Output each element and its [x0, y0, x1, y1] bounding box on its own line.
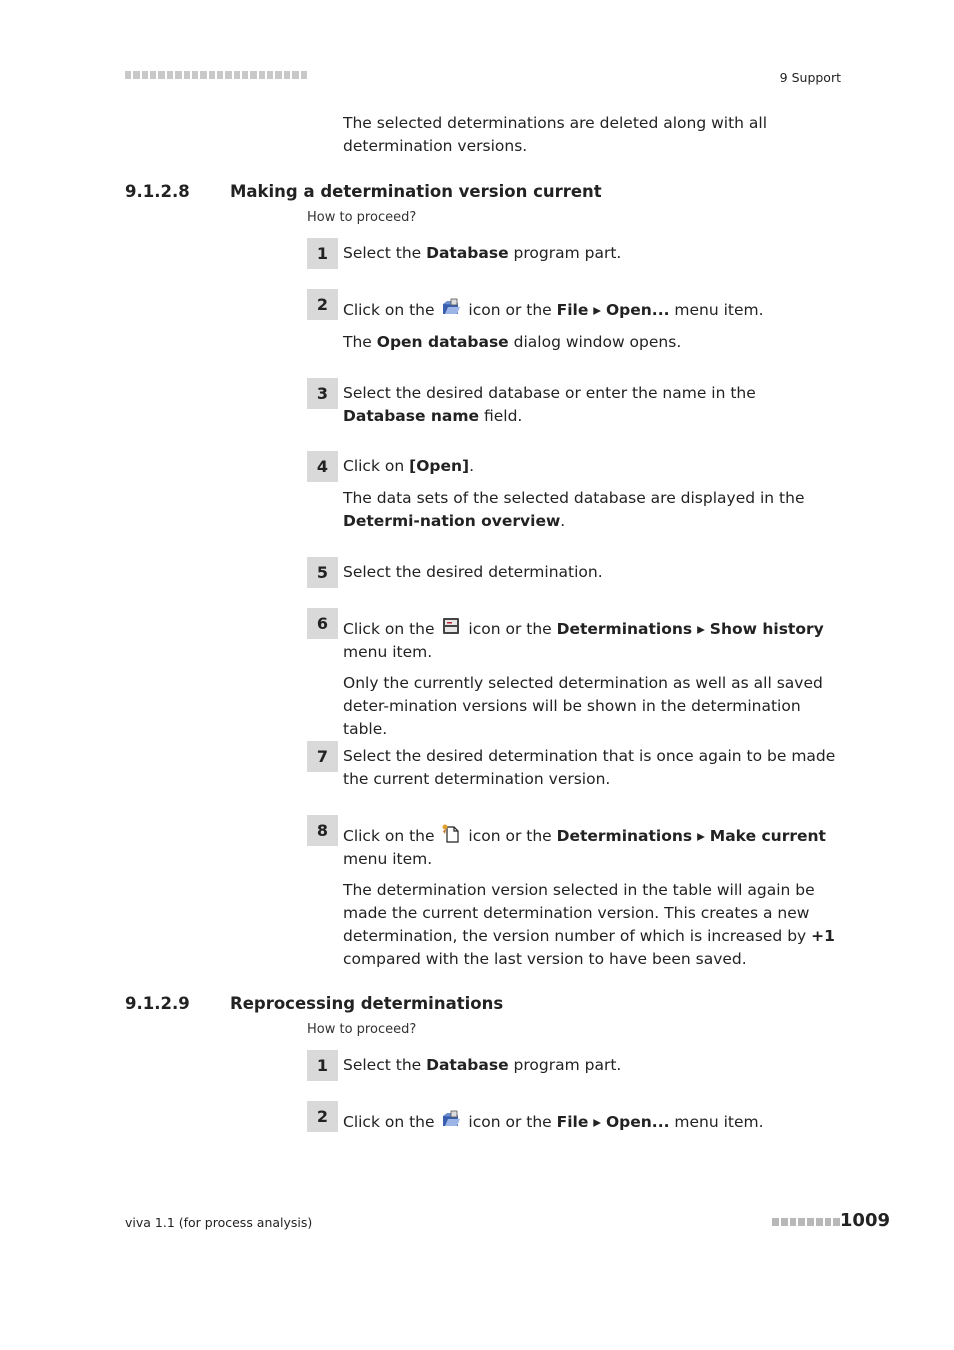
step-number: 5	[307, 557, 338, 588]
intro-text: The selected determinations are deleted along with all determination versions.	[343, 114, 768, 155]
step-text: Click on the icon or the Determinations ▸ Show history menu item.	[343, 616, 843, 664]
step-number: 1	[307, 238, 338, 269]
section-title: Making a determination version current	[230, 182, 602, 201]
step-number: 4	[307, 451, 338, 482]
step-text: Click on the icon or the Determinations ▸ Make current menu item.	[343, 823, 843, 871]
step-result: Only the currently selected determination as well as all saved deter-mination versions will be shown in the determination table.	[343, 674, 823, 738]
step-text: Click on the icon or the File ▸ Open... menu item.	[343, 297, 843, 322]
page-number: 1009	[839, 1210, 890, 1231]
step-number: 2	[307, 289, 338, 320]
step-result: The determination version selected in the table will again be made the current determination version. This creates a new determination, the version number of which is increased by +1 compared with the last version to have been saved.	[343, 881, 835, 968]
step-number: 8	[307, 815, 338, 846]
step-number: 2	[307, 1101, 338, 1132]
step-result: The Open database dialog window opens.	[343, 333, 682, 351]
section-title: Reprocessing determinations	[230, 994, 504, 1013]
make-current-icon	[441, 823, 461, 843]
step-text: Select the desired determination that is once again to be made the current determination version.	[343, 747, 836, 788]
section-heading	[125, 994, 503, 1013]
show-history-icon	[441, 616, 461, 636]
step-number: 6	[307, 608, 338, 639]
open-folder-icon	[441, 297, 461, 317]
open-folder-icon	[441, 1109, 461, 1129]
step-text: Click on [Open].	[343, 457, 475, 475]
section-number: 9.1.2.8	[125, 182, 190, 201]
step-result: The data sets of the selected database are displayed in the Determi-nation overview.	[343, 489, 805, 530]
step-number: 7	[307, 741, 338, 772]
footer-dashes	[772, 1218, 840, 1226]
header-dashes	[125, 71, 307, 79]
footer-product: viva 1.1 (for process analysis)	[125, 1215, 313, 1230]
how-to-proceed: How to proceed?	[307, 210, 417, 225]
header-section: 9 Support	[779, 70, 841, 85]
step-text: Select the desired determination.	[343, 563, 603, 581]
step-text: Select the Database program part.	[343, 1056, 622, 1074]
step-text: Click on the icon or the File ▸ Open... menu item.	[343, 1109, 843, 1134]
how-to-proceed: How to proceed?	[307, 1022, 417, 1037]
step-number: 3	[307, 378, 338, 409]
section-number: 9.1.2.9	[125, 994, 190, 1013]
step-number: 1	[307, 1050, 338, 1081]
section-heading	[125, 182, 602, 201]
step-text: Select the Database program part.	[343, 244, 622, 262]
step-text: Select the desired database or enter the name in the Database name field.	[343, 384, 756, 425]
